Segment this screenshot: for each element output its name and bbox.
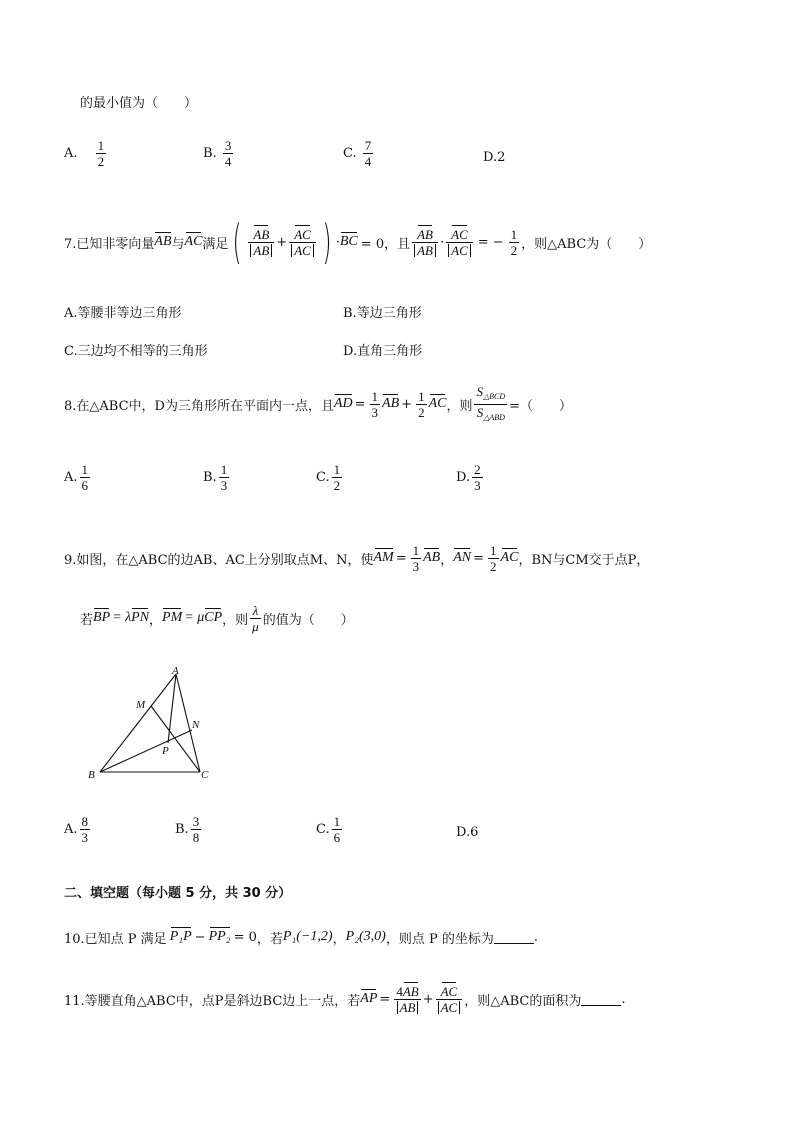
- q6-option-c[interactable]: [343, 138, 375, 169]
- label-m: M: [136, 699, 146, 711]
- q8-stem: 8.在△ABC中，D为三角形所在平面内一点，且 AD = $\frac{1}{3}$ AB + $\frac{1}{2}$ AC ，则 $\frac{S_{\triangle BCD}}{S_{\triangle ABD}}$ =（ ）: [64, 383, 573, 422]
- option-label: C.: [343, 146, 357, 161]
- q11-stem: 11.等腰直角△ABC中，点P是斜边BC边上一点，若 AP = $\frac{4AB}{AB}$ + $\frac{AC}{AC}$ ，则△ABC的面积为 .: [64, 983, 626, 1015]
- option-fraction: $\frac{1}{2}$: [97, 138, 105, 169]
- q8-option-b[interactable]: B. $\frac{1}{3}$: [203, 462, 228, 493]
- q6-option-a[interactable]: [64, 138, 108, 169]
- label-p: P: [162, 745, 169, 757]
- q6-option-b[interactable]: [203, 138, 235, 169]
- option-fraction: $\frac{7}{4}$: [364, 138, 372, 169]
- q7-stem: 7.已知非零向量 AB 与 AC 满足 ( $\frac{AB}{AB}$ + $\frac{AC}{AC}$ ) · BC = 0，且 $\frac{AB}{AB}$ · $\frac{AC}{AC}$ = − $\frac{1}{2}$ ，则△ABC为（ ）: [64, 215, 652, 269]
- q7-option-d[interactable]: D.直角三角形: [343, 344, 423, 359]
- option-fraction: $\frac{3}{4}$: [224, 138, 232, 169]
- label-a: A: [172, 665, 179, 677]
- q8-option-c[interactable]: C. $\frac{1}{2}$: [316, 462, 341, 493]
- q6-stem-tail: 的最小值为（ ）: [80, 96, 198, 111]
- q7-option-a[interactable]: A.等腰非等边三角形: [64, 306, 182, 321]
- segment-ap: [168, 674, 176, 743]
- q9-stem-line1: 9.如图，在△ABC的边AB、AC上分别取点M、N，使 AM = $\frac{1}{3}$ AB ， AN = $\frac{1}{2}$ AC ，BN与CM交于点P，: [64, 542, 650, 574]
- option-label: A.: [64, 146, 78, 161]
- q9-stem-line2: 若 BP = λ PN ， PM = μ CP ，则 $\frac{\lambda}{\mu}$ 的值为（ ）: [80, 602, 354, 634]
- label-b: B: [88, 769, 95, 781]
- q10-stem: 10.已知点 P 满足 P₁P − PP₂ = 0 ，若 P₁(−1,2) ， P₂(3,0) ，则点 P 的坐标为 .: [64, 929, 538, 947]
- q7-option-c[interactable]: C.三边均不相等的三角形: [64, 344, 208, 359]
- section-heading-fill-in: 二、填空题（每小题 5 分，共 30 分）: [64, 886, 292, 901]
- option-text: 2: [497, 150, 506, 165]
- q7-option-b[interactable]: B.等边三角形: [343, 306, 422, 321]
- q6-option-d[interactable]: [483, 150, 505, 165]
- answer-blank[interactable]: [581, 993, 621, 1006]
- q9-option-d[interactable]: D.6: [456, 825, 479, 840]
- label-n: N: [192, 719, 200, 731]
- segment-bn: [100, 730, 192, 772]
- q9-option-a[interactable]: A. $\frac{8}{3}$: [64, 814, 89, 845]
- q9-option-c[interactable]: C. $\frac{1}{6}$: [316, 814, 341, 845]
- option-label: B.: [203, 146, 217, 161]
- option-label: D.: [483, 150, 498, 165]
- label-c: C: [201, 769, 209, 781]
- q8-option-a[interactable]: A. $\frac{1}{6}$: [64, 462, 89, 493]
- side-ab: [100, 674, 176, 772]
- segment-cm: [151, 706, 200, 772]
- answer-blank[interactable]: [494, 931, 534, 944]
- q9-option-b[interactable]: B. $\frac{3}{8}$: [175, 814, 200, 845]
- q8-option-d[interactable]: D. $\frac{2}{3}$: [456, 462, 481, 493]
- q9-triangle-figure: [86, 662, 216, 784]
